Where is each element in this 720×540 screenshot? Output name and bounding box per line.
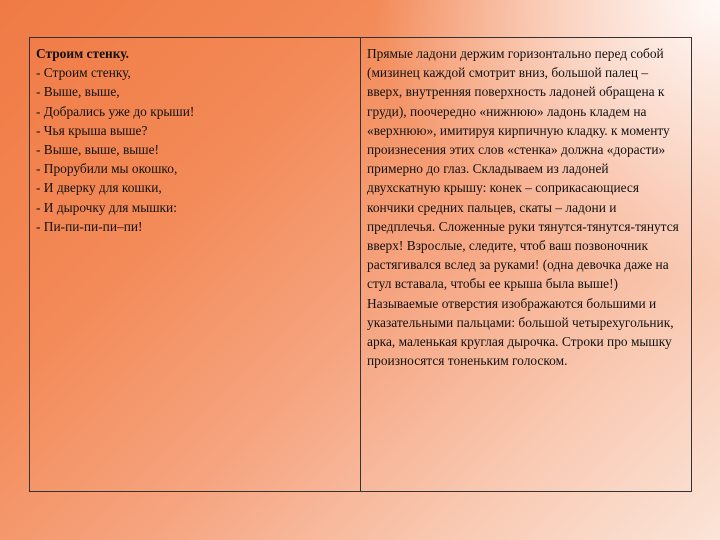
rhyme-line: - И дверку для кошки, bbox=[36, 180, 162, 196]
table-row bbox=[30, 38, 692, 492]
rhyme-line: - Пи-пи-пи-пи–пи! bbox=[36, 218, 143, 234]
instructions-text: Прямые ладони держим горизонтально перед собой (мизинец каждой смотрит вниз, большой палец – вверх, внутренняя поверхность ладоней обращена к груди), поочередно «нижнюю» ладонь кладем на «верхнюю», имитируя кирпичную кладку. к моменту произнесения этих слов «стенка» должна «дорасти» примерно до глаз. Складываем из ладоней двухскатную крышу: конек – соприкасающиеся кончики средних пальцев, скаты – ладони и предплечья. Сложенные руки тянутся-тянутся-тянутся вверх! Взрослые, следите, чтоб ваш позвоночник растягивался вслед за руками! (одна девочка даже на стул вставала, чтобы ее крыша была выше!) Называемые отверстия изображаются большими и указательными пальцами: большой четырехугольник, арка, маленькая круглая дырочка. Строки про мышку произносятся тоненьким голоском. bbox=[367, 46, 679, 369]
content-table bbox=[29, 37, 692, 492]
rhyme-line: - Добрались уже до крыши! bbox=[36, 103, 195, 119]
rhyme-line: - Выше, выше, выше! bbox=[36, 142, 159, 158]
rhyme-line: - Строим стенку, bbox=[36, 65, 131, 81]
rhyme-line: - Прорубили мы окошко, bbox=[36, 161, 178, 177]
rhyme-line: - Выше, выше, bbox=[36, 84, 120, 100]
instructions-cell bbox=[361, 38, 692, 492]
rhyme-line: - И дырочку для мышки: bbox=[36, 199, 177, 215]
rhyme-line: - Чья крыша выше? bbox=[36, 122, 148, 138]
rhyme-cell bbox=[30, 38, 361, 492]
rhyme-title: Строим стенку. bbox=[36, 46, 129, 61]
